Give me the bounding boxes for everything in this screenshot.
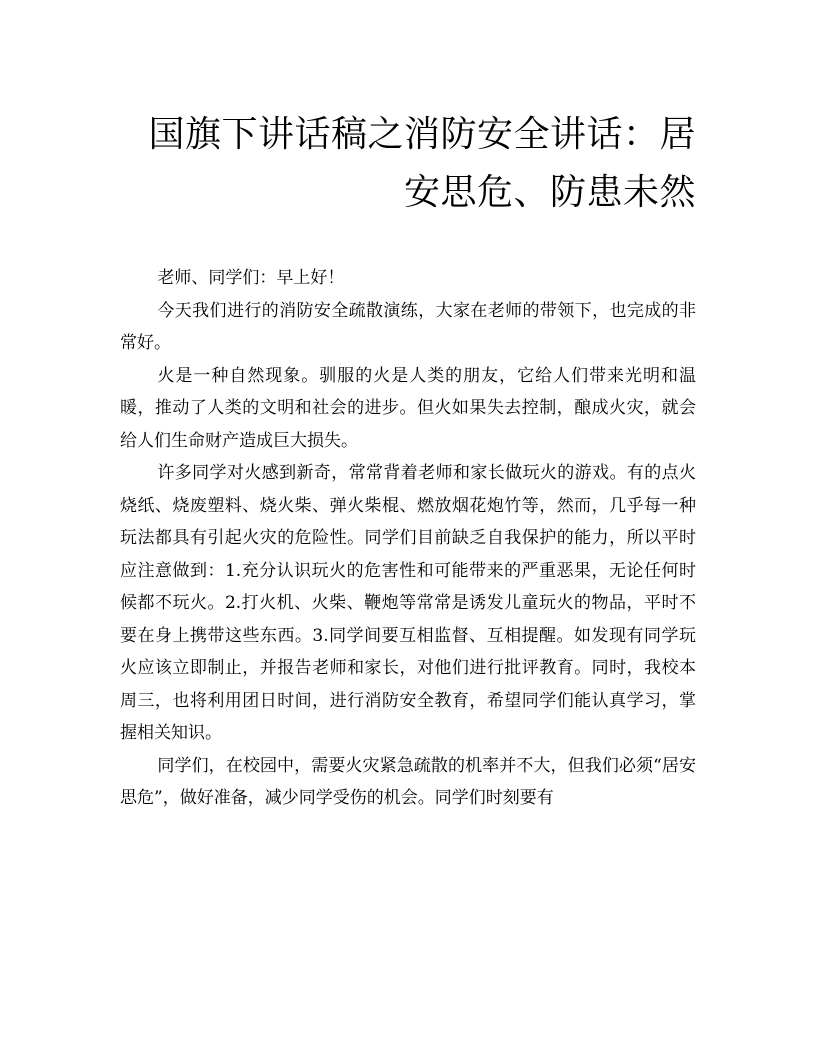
paragraph-fire-safety-tips: 许多同学对火感到新奇，常常背着老师和家长做玩火的游戏。有的点火烧纸、烧废塑料、烧火柴、弹火柴棍、燃放烟花炮竹等，然而，几乎每一种玩法都具有引起火灾的危险性。同学们目前缺乏自我保护的能力，所以平时应注意做到：1.充分认识玩火的危害性和可能带来的严重恶果，无论任何时候都不玩火。2.打火机、火柴、鞭炮等常常是诱发儿童玩火的物品，平时不要在身上携带这些东西。3.同学间要互相监督、互相提醒。如发现有同学玩火应该立即制止，并报告老师和家长，对他们进行批评教育。同时，我校本周三，也将利用团日时间，进行消防安全教育，希望同学们能认真学习，掌握相关知识。 <box>120 463 696 743</box>
paragraph-evacuation: 同学们，在校园中，需要火灾紧急疏散的机率并不大，但我们必须“居安思危”，做好准备，减少同学受伤的机会。同学们时刻要有 <box>120 755 696 808</box>
paragraph-fire-nature: 火是一种自然现象。驯服的火是人类的朋友，它给人们带来光明和温暖，推动了人类的文明和社会的进步。但火如果失去控制，酿成火灾，就会给人们生命财产造成巨大损失。 <box>120 365 696 451</box>
document-body <box>120 262 696 815</box>
document-title: 国旗下讲话稿之消防安全讲话：居安思危、防患未然 <box>148 114 696 213</box>
paragraph-drill: 今天我们进行的消防安全疏散演练，大家在老师的带领下，也完成的非常好。 <box>120 300 696 353</box>
paragraph-greeting: 老师、同学们：早上好！ <box>157 268 345 288</box>
